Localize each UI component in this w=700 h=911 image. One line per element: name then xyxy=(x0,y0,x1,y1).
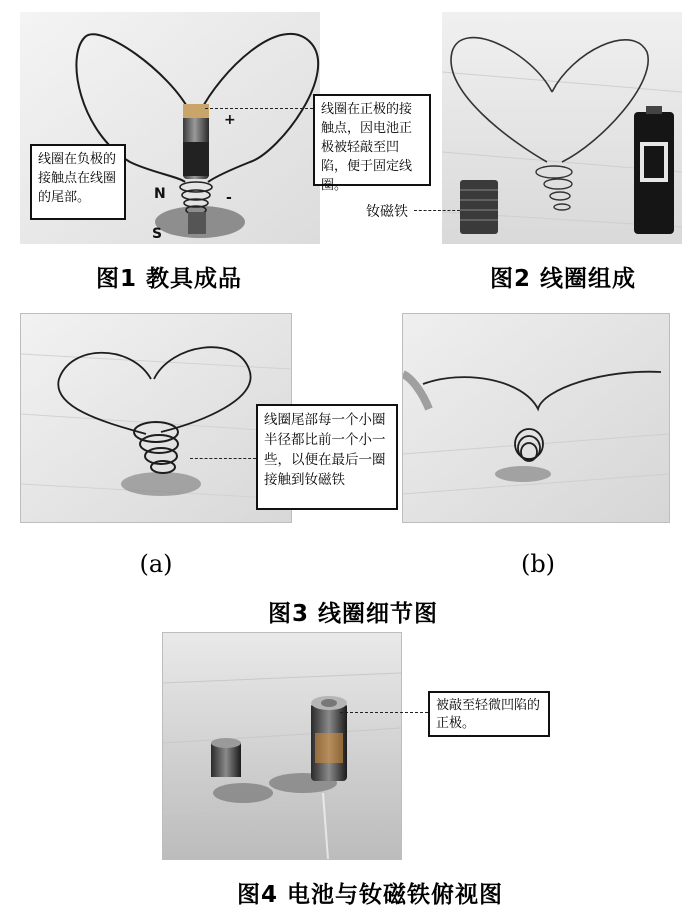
fig3-sub-b: (b) xyxy=(520,550,556,578)
fig3-coil-leader xyxy=(190,458,256,459)
fig4-dent-leader xyxy=(340,712,428,713)
fig3a-photo xyxy=(20,313,292,523)
fig3-sub-a: (a) xyxy=(139,550,173,578)
plus-sign: + xyxy=(224,112,236,128)
s-pole-label: S xyxy=(152,226,163,242)
fig2-photo xyxy=(442,12,682,244)
fig2-caption: 图2 线圈组成 xyxy=(489,266,636,292)
n-pole-label: N xyxy=(154,186,166,202)
fig1-caption: 图1 教具成品 xyxy=(95,266,242,292)
minus-sign: - xyxy=(226,190,232,206)
fig2-components-image xyxy=(442,12,682,244)
fig2-magnet-leader xyxy=(414,210,460,211)
fig3a-coil-detail-image xyxy=(21,314,291,522)
fig3b-coil-side-image xyxy=(403,314,669,522)
fig4-photo xyxy=(162,632,402,860)
fig2-magnet-label: 钕磁铁 xyxy=(366,204,408,220)
fig4-dent-callout: 被敲至轻微凹陷的正极。 xyxy=(428,691,550,737)
fig3-caption: 图3 线圈细节图 xyxy=(267,601,438,627)
fig1-positive-leader xyxy=(205,108,313,109)
fig3b-photo xyxy=(402,313,670,523)
fig1-positive-callout: 线圈在正极的接触点，因电池正极被轻敲至凹陷，便于固定线圈。 xyxy=(313,94,431,186)
fig3-coil-callout: 线圈尾部每一个小圈半径都比前一个小一些，以便在最后一圈接触到钕磁铁 xyxy=(256,404,398,510)
fig1-negative-callout: 线圈在负极的接触点在线圈的尾部。 xyxy=(30,144,126,220)
fig4-caption: 图4 电池与钕磁铁俯视图 xyxy=(236,882,503,908)
fig4-battery-magnet-image xyxy=(163,633,401,859)
